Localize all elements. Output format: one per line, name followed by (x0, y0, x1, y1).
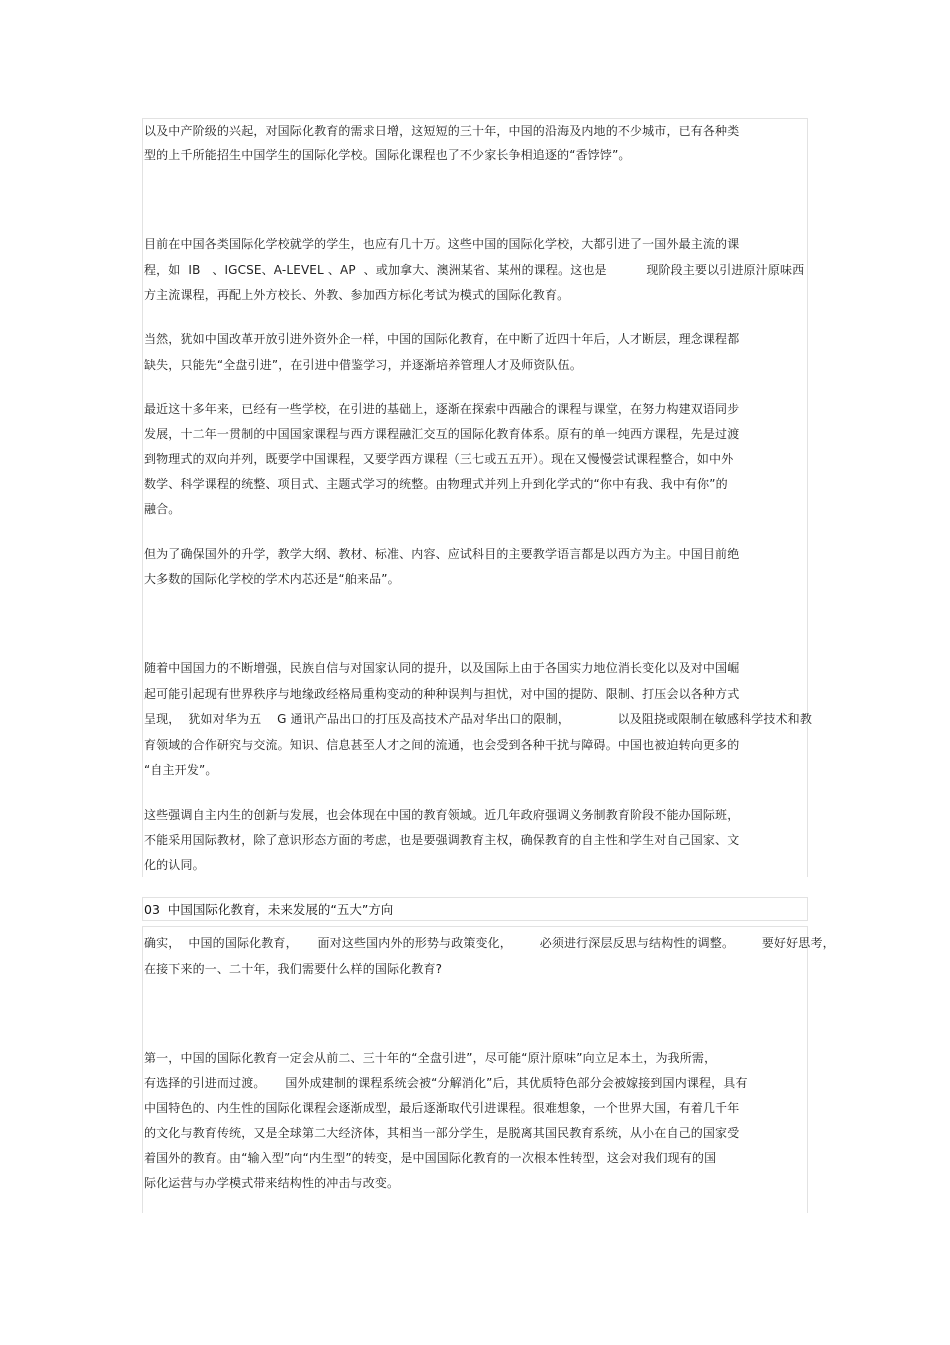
top-text-frame (142, 118, 808, 877)
paragraph-1-line-1: 以及中产阶级的兴起，对国际化教育的需求日增，这短短的三十年，中国的沿海及内地的不少城市，已有各种类 (144, 124, 740, 138)
paragraph-5-line-1: 但为了确保国外的升学，教学大纲、教材、标准、内容、应试科目的主要教学语言都是以西方为主。中国目前绝 (144, 547, 740, 561)
paragraph-6-line-4: 育领域的合作研究与交流。知识、信息甚至人才之间的流通，也会受到各种干扰与障碍。中国也被迫转向更多的 (144, 738, 740, 752)
paragraph-8-line-2: 在接下来的一、二十年，我们需要什么样的国际化教育? (144, 962, 443, 976)
paragraph-3-line-1: 当然，犹如中国改革开放引进外资外企一样，中国的国际化教育，在中断了近四十年后，人才断层，理念课程都 (144, 332, 740, 346)
paragraph-5-line-2: 大多数的国际化学校的学术内芯还是“舶来品”。 (144, 572, 400, 586)
paragraph-1-line-2: 型的上千所能招生中国学生的国际化学校。国际化课程也了不少家长争相追逐的“香饽饽”。 (144, 148, 631, 162)
paragraph-9-line-5: 着国外的教育。由“输入型”向“内生型”的转变，是中国国际化教育的一次根本性转型，这会对我们现有的国 (144, 1151, 717, 1165)
paragraph-7-line-3: 化的认同。 (144, 858, 205, 872)
paragraph-6-line-1: 随着中国国力的不断增强，民族自信与对国家认同的提升，以及国际上由于各国实力地位消长变化以及对中国崛 (144, 661, 740, 675)
paragraph-7-line-2: 不能采用国际教材，除了意识形态方面的考虑，也是要强调教育主权，确保教育的自主性和学生对自己国家、文 (144, 833, 740, 847)
section-heading: 03 中国国际化教育，未来发展的“五大”方向 (144, 902, 394, 917)
paragraph-9-line-2: 有选择的引进而过渡。 国外成建制的课程系统会被“分解消化”后，其优质特色部分会被嫁接到国内课程，具有 (144, 1076, 748, 1090)
paragraph-4-line-1: 最近这十多年来，已经有一些学校，在引进的基础上，逐渐在探索中西融合的课程与课堂，在努力构建双语同步 (144, 402, 740, 416)
paragraph-4-line-2: 发展，十二年一贯制的中国国家课程与西方课程融汇交互的国际化教育体系。原有的单一纯西方课程，先是过渡 (144, 427, 740, 441)
paragraph-6-line-5: “自主开发”。 (144, 763, 218, 777)
paragraph-4-line-5: 融合。 (144, 502, 181, 516)
paragraph-3-line-2: 缺失，只能先“全盘引进”，在引进中借鉴学习，并逐渐培养管理人才及师资队伍。 (144, 358, 582, 372)
paragraph-6-line-2: 起可能引起现有世界秩序与地缘政经格局重构变动的种种误判与担忧，对中国的提防、限制、打压会以各种方式 (144, 687, 740, 701)
paragraph-9-line-3: 中国特色的、内生性的国际化课程会逐渐成型，最后逐渐取代引进课程。很难想象，一个世界大国，有着几千年 (144, 1101, 740, 1115)
paragraph-4-line-4: 数学、科学课程的统整、项目式、主题式学习的统整。由物理式并列上升到化学式的“你中有我、我中有你”的 (144, 477, 728, 491)
paragraph-8-line-1: 确实， 中国的国际化教育， 面对这些国内外的形势与政策变化， 必须进行深层反思与结构性的调整。 要好好思考， (144, 936, 835, 950)
paragraph-4-line-3: 到物理式的双向并列，既要学中国课程，又要学西方课程（三七或五五开）。现在又慢慢尝试课程整合，如中外 (144, 452, 734, 466)
paragraph-2-line-1: 目前在中国各类国际化学校就学的学生，也应有几十万。这些中国的国际化学校，大都引进了一国外最主流的课 (144, 237, 740, 251)
paragraph-9-line-6: 际化运营与办学模式带来结构性的冲击与改变。 (144, 1176, 400, 1190)
paragraph-9-line-4: 的文化与教育传统，又是全球第二大经济体，其相当一部分学生，是脱离其国民教育系统，从小在自己的国家受 (144, 1126, 740, 1140)
paragraph-6-line-3: 呈现， 犹如对华为五 G 通讯产品出口的打压及高技术产品对华出口的限制， 以及阻挠或限制在敏感科学技术和教 (144, 712, 812, 726)
paragraph-2-line-2: 程，如 IB 、IGCSE、A-LEVEL 、AP 、或加拿大、澳洲某省、某州的课程。这也是 现阶段主要以引进原汁原味西 (144, 263, 805, 277)
paragraph-2-line-3: 方主流课程，再配上外方校长、外教、参加西方标化考试为模式的国际化教育。 (144, 288, 570, 302)
paragraph-9-line-1: 第一，中国的国际化教育一定会从前二、三十年的“全盘引进”，尽可能“原汁原味”向立足本土，为我所需， (144, 1051, 717, 1065)
paragraph-7-line-1: 这些强调自主内生的创新与发展，也会体现在中国的教育领域。近几年政府强调义务制教育阶段不能办国际班， (144, 808, 740, 822)
